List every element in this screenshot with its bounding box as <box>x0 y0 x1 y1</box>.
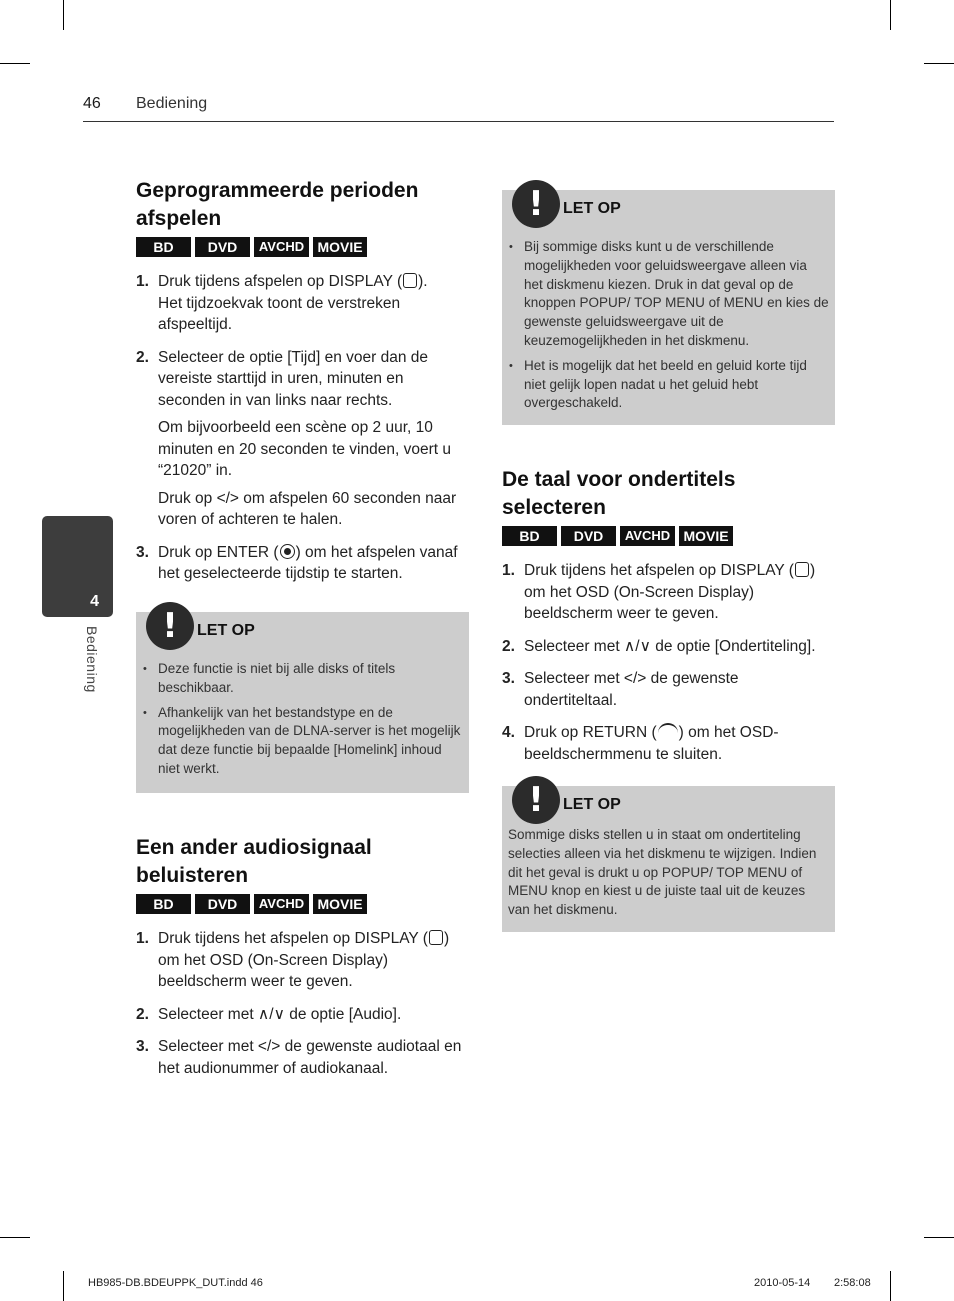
note-box <box>502 780 835 932</box>
list-item: • Afhankelijk van het bestandstype en de mogelijkheden van de DLNA-server is het mogelijk dat deze functie bij bepaalde [Homelink] inhoud niet werkt. <box>142 704 463 779</box>
note-title: LET OP <box>563 200 621 217</box>
list-item: 3. Selecteer met </> de gewenste audiotaal en het audionummer of audiokanaal. <box>136 1038 462 1077</box>
crop-mark <box>890 1271 891 1301</box>
warning-icon: ! <box>512 776 560 824</box>
note-title: LET OP <box>197 622 255 639</box>
badge-movie: MOVIE <box>313 894 367 914</box>
section-name: Bediening <box>136 95 208 112</box>
note-title: LET OP <box>563 796 621 813</box>
display-icon <box>429 930 443 945</box>
display-icon <box>795 562 809 577</box>
list-item: 2. Selecteer de optie [Tijd] en voer dan de vereiste starttijd in uren, minuten en seconden in van links naar rechts. Om bijvoorbeeld een scène op 2 uur, 10 minuten en 20 seconden te vinden, voert u “21020” in. Druk op </> om afspelen 60 seconden naar voren of achteren te halen. <box>136 348 457 528</box>
list-item: 3. Druk op ENTER ( ) om het afspelen vanaf het geselecteerde tijdstip te starten. <box>136 543 458 582</box>
step-list <box>136 271 468 585</box>
chapter-label: Bediening <box>84 626 100 693</box>
print-date: 2010-05-14 <box>754 1277 811 1289</box>
crop-mark <box>890 0 891 30</box>
note-text: Sommige disks stellen u in staat om ondertiteling selecties alleen via het diskmenu te wijzigen. Indien dit het geval is drukt u op POPUP/ TOP MENU of MENU knop en kiest u de juiste taal uit de keuzes van het diskmenu. <box>508 827 817 918</box>
section-audio <box>136 834 468 1090</box>
crop-mark <box>63 1271 64 1301</box>
list-item: 1. Druk tijdens het afspelen op DISPLAY ( ) om het OSD (On-Screen Display) beeldscherm weer te geven. <box>502 562 816 622</box>
enter-icon <box>280 544 295 559</box>
badge-bd: BD <box>502 526 557 546</box>
disc-badges <box>502 526 835 546</box>
badge-bd: BD <box>136 894 191 914</box>
crop-mark <box>0 1237 30 1238</box>
note-list <box>508 238 829 419</box>
return-icon <box>658 723 678 737</box>
disc-badges <box>136 894 468 914</box>
step-list <box>136 928 468 1079</box>
badge-movie: MOVIE <box>313 237 367 257</box>
section-subtitles <box>502 466 835 776</box>
badge-avchd: AVCHD <box>254 894 309 914</box>
list-item: 3. Selecteer met </> de gewenste ondertiteltaal. <box>502 670 739 709</box>
badge-movie: MOVIE <box>679 526 733 546</box>
crop-mark <box>924 63 954 64</box>
chapter-number: 4 <box>90 593 99 610</box>
step-list <box>502 560 835 765</box>
badge-avchd: AVCHD <box>620 526 675 546</box>
crop-mark <box>924 1237 954 1238</box>
disc-badges <box>136 237 468 257</box>
badge-dvd: DVD <box>561 526 616 546</box>
list-item: 1. Druk tijdens het afspelen op DISPLAY ( ) om het OSD (On-Screen Display) beeldscherm weer te geven. <box>136 930 450 990</box>
list-item: • Bij sommige disks kunt u de verschillende mogelijkheden voor geluidsweergave alleen via het diskmenu kiezen. Druk in dat geval op de knoppen POPUP/ TOP MENU of MENU en kies de gewenste geluidsweergave uit de keuzemogelijkheden in het diskmenu. <box>508 238 829 351</box>
list-item: • Het is mogelijk dat het beeld en geluid korte tijd niet gelijk lopen nadat u het geluid hebt overgeschakeld. <box>508 357 829 413</box>
warning-icon: ! <box>146 602 194 650</box>
badge-bd: BD <box>136 237 191 257</box>
display-icon <box>403 273 417 288</box>
list-item: 1. Druk tijdens afspelen op DISPLAY ( ). Het tijdzoekvak toont de verstreken afspeeltijd. <box>136 273 428 333</box>
section-title: Een ander audiosignaal beluisteren <box>136 836 372 887</box>
list-item: 2. Selecteer met ∧/∨ de optie [Ondertiteling]. <box>502 637 816 655</box>
file-name: HB985-DB.BDEUPPK_DUT.indd 46 <box>88 1277 263 1289</box>
list-item: 4. Druk op RETURN ( ) om het OSD-beeldschermmenu te sluiten. <box>502 724 779 763</box>
warning-icon: ! <box>512 180 560 228</box>
note-list <box>142 660 463 785</box>
print-time: 2:58:08 <box>834 1277 871 1289</box>
page-number: 46 <box>83 95 101 112</box>
crop-mark <box>63 0 64 30</box>
section-title: Geprogrammeerde perioden afspelen <box>136 179 419 230</box>
list-item: 2. Selecteer met ∧/∨ de optie [Audio]. <box>136 1005 402 1023</box>
crop-mark <box>0 63 30 64</box>
badge-dvd: DVD <box>195 894 250 914</box>
section-timed-playback <box>136 177 468 596</box>
chapter-tab <box>42 516 113 617</box>
note-box <box>502 184 835 425</box>
list-item: • Deze functie is niet bij alle disks of titels beschikbaar. <box>142 660 463 698</box>
badge-avchd: AVCHD <box>254 237 309 257</box>
note-box <box>136 606 469 793</box>
badge-dvd: DVD <box>195 237 250 257</box>
page-header <box>83 95 834 122</box>
section-title: De taal voor ondertitels selecteren <box>502 468 736 519</box>
